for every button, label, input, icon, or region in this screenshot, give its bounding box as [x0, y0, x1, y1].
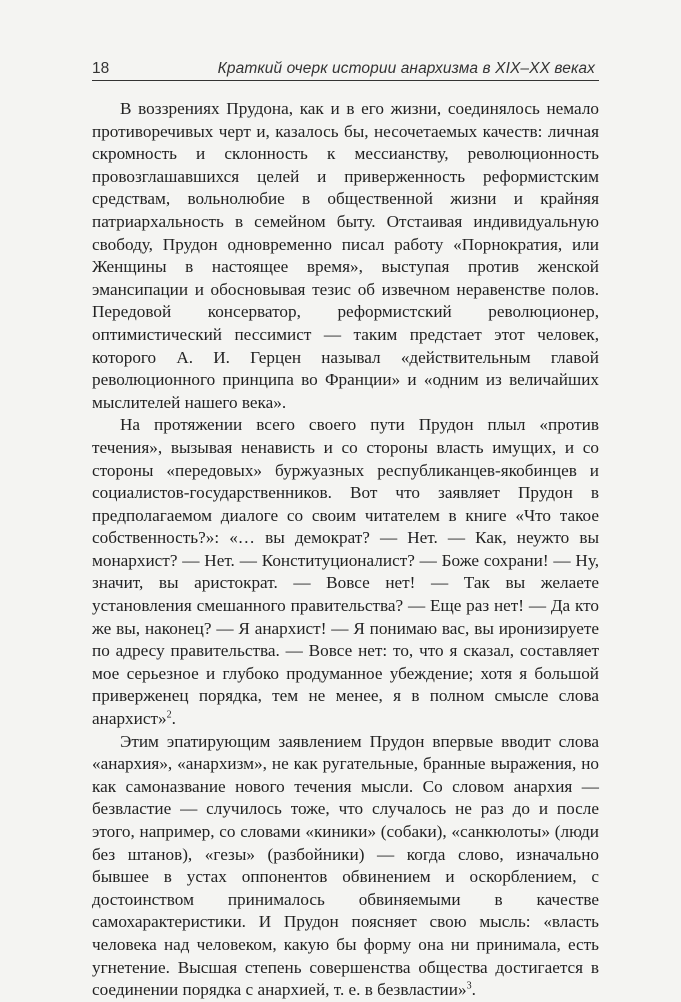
running-title: Краткий очерк истории анархизма в XIX–XX веках — [217, 60, 595, 77]
paragraph — [92, 414, 599, 730]
paragraph-text: Этим эпатирующим заявлением Прудон впервые вводит слова «анархия», «анархизм», не как ругательные, бранные выражения, но как самоназвание нового течения мысли. Со словом анархия — безвластие — случилось тоже, что случалось не раз до и после этого, например, со словами «киники» (собаки), «санкюлоты» (люди без штанов), «гезы» (разбойники) — когда слово, изначально бывшее в устах оппонентов обвинением и оскорблением, с достоинством принималось обвиняемыми в качестве самохарактеристики. И Прудон поясняет свою мысль: «власть человека над человеком, какую бы форму она ни принимала, есть угнетение. Высшая степень совершенства общества достигается в соединении порядка с анархией, т. е. в безвластии» — [92, 731, 599, 1000]
paragraph-end: . — [471, 980, 476, 1000]
paragraph-end: . — [171, 709, 176, 729]
footnote-marker: 3 — [466, 980, 472, 992]
body-text — [92, 98, 599, 1002]
page-header — [92, 58, 599, 81]
page-number: 18 — [92, 60, 110, 77]
footnote-marker: 2 — [166, 709, 172, 721]
paragraph — [92, 731, 599, 1002]
paragraph-text: В воззрениях Прудона, как и в его жизни, соединялось немало противоречивых черт и, казалось бы, несочетаемых качеств: личная скромность и склонность к мессианству, революционность провозглашавшихся целей и приверженность реформистским средствам, вольнолюбие в общественной жизни и крайняя патриархальность в семейном быту. Отстаивая индивидуальную свободу, Прудон одновременно писал работу «Порнократия, или Женщины в настоящее время», выступая против женской эмансипации и обосновывая тезис об извечном неравенстве полов. Передовой консерватор, реформистский революционер, оптимистический пессимист — таким предстает этот человек, которого А. И. Герцен называл «действительным главой революционного принципа во Франции» и «одним из величайших мыслителей нашего века». — [92, 99, 599, 412]
paragraph-text: На протяжении всего своего пути Прудон плыл «против течения», вызывая ненависть и со стороны власть имущих, и со стороны «передовых» буржуазных республиканцев-якобинцев и социалистов-государственников. Вот что заявляет Прудон в предполагаемом диалоге со своим читателем в книге «Что такое собственность?»: «… вы демократ? — Нет. — Как, неужто вы монархист? — Нет. — Конституционалист? — Боже сохрани! — Ну, значит, вы аристократ. — Вовсе нет! — Так вы желаете установления смешанного правительства? — Еще раз нет! — Да кто же вы, наконец? — Я анархист! — Я понимаю вас, вы иронизируете по адресу правительства. — Вовсе нет: то, что я сказал, составляет мое серьезное и глубоко продуманное убеждение; хотя я большой приверженец порядка, тем не менее, я в полном смысле слова анархист» — [92, 415, 599, 729]
paragraph — [92, 98, 599, 414]
